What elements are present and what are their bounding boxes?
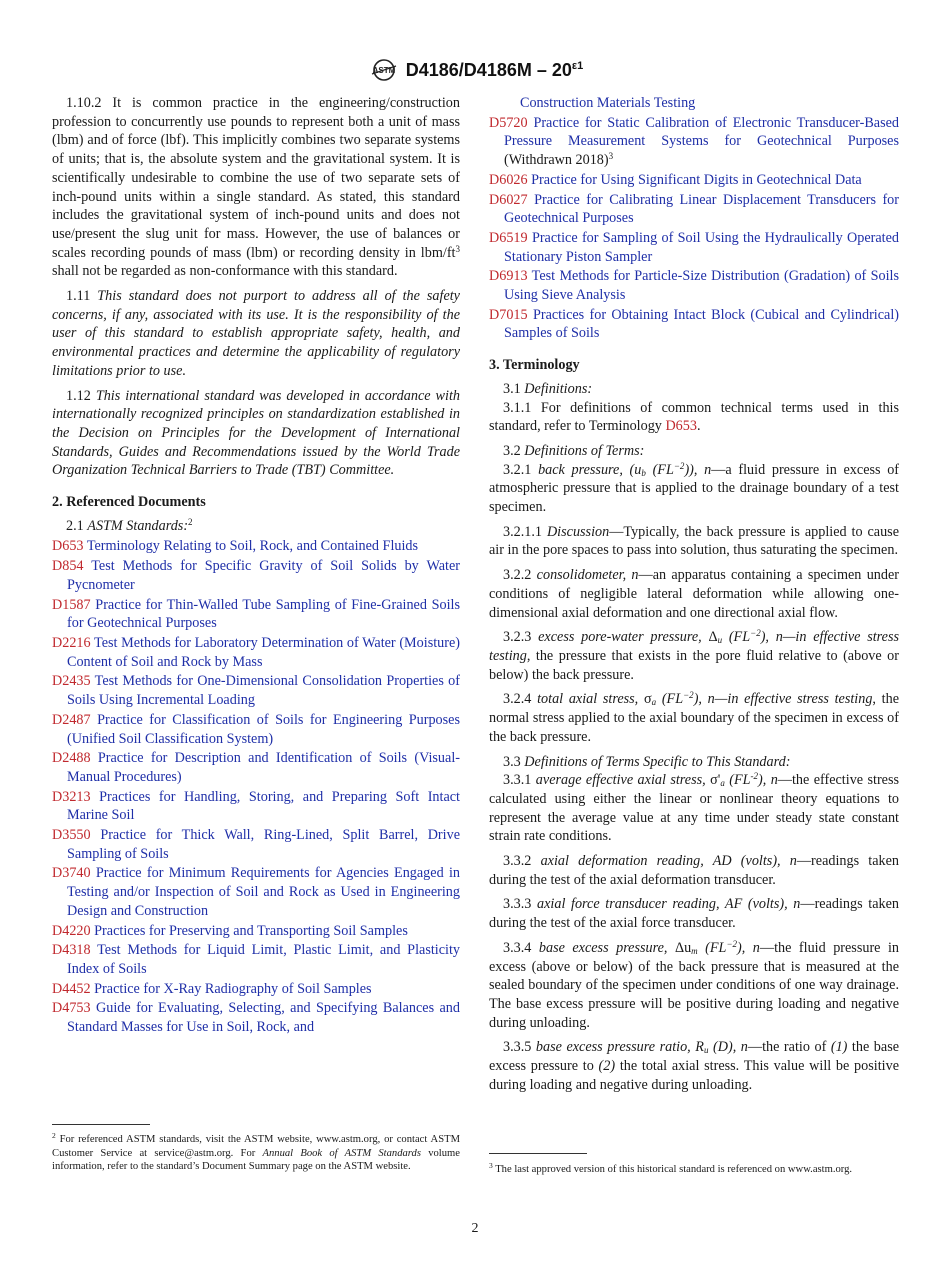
reference-d4452[interactable]: D4452 Practice for X-Ray Radiography of Soil Samples [52, 980, 372, 997]
paragraph-2-1: 2.1 ASTM Standards:$^2$ [66, 516, 193, 534]
paragraph-3-3-5: 3.3.5 base excess pressure ratio, $R_u$ (D), n—the ratio of (1) the base excess pressure to (2) the total axial stress. This value will be positive during loading and negative during unloading. [489, 1039, 900, 1093]
reference-d4753[interactable]: D4753 Guide for Evaluating, Selecting, and Specifying Balances and Standard Masses for Use in Soil, Rock, and [52, 1000, 460, 1036]
paragraph-1-11: 1.11 This standard does not purport to address all of the safety concerns, if any, associated with its use. It is the responsibility of the user of this standard to establish appropriate safety, health, and environmental practices and determine the applicability of regulatory limitations prior to use. [52, 288, 460, 379]
reference-d3740[interactable]: D3740 Practice for Minimum Requirements for Agencies Engaged in Testing and/or Inspection of Soil and Rock as Used in Engineering Design and Construction [52, 865, 460, 919]
reference-d4753-continued[interactable]: Construction Materials Testing [520, 95, 696, 111]
paragraph-3-2-3: 3.2.3 excess pore-water pressure, $\Delta_u$ $(FL^{-2})$, n—in effective stress testing, the pressure that exists in the pore fluid relative to (above or below) the back pressure. [489, 628, 899, 683]
paragraph-3-2-1-1: 3.2.1.1 Discussion—Typically, the back pressure is applied to cause air in the pore spaces to pass into solution, thus saturating the specimen. [489, 523, 899, 559]
paragraph-3-3-1: 3.3.1 average effective axial stress, $\sigma'_a$ $(FL^{-2})$, n—the effective stress calculated using either the linear or nonlinear theory equations to represent the average value at any time under steady state constant strain rate conditions. [489, 771, 900, 845]
section-2-heading: 2. Referenced Documents [52, 494, 206, 511]
paragraph-3-1-1: 3.1.1 For definitions of common technical terms used in this standard, refer to Terminology D653. [489, 399, 899, 435]
reference-d6913[interactable]: D6913 Test Methods for Particle-Size Distribution (Gradation) of Soils Using Sieve Analysis [489, 268, 899, 304]
section-3-heading: 3. Terminology [489, 357, 580, 374]
paragraph-3-2-4: 3.2.4 total axial stress, $\sigma_a$ $(FL^{-2})$, n—in effective stress testing, the normal stress applied to the axial boundary of the specimen in excess of the back pressure. [489, 690, 900, 745]
reference-d4220[interactable]: D4220 Practices for Preserving and Transporting Soil Samples [52, 922, 408, 939]
document-designation: $D4186/D4186M - 20^{\varepsilon 1}$ [405, 59, 584, 80]
paragraph-3-2: 3.2 Definitions of Terms: [503, 442, 645, 459]
reference-d6027[interactable]: D6027 Practice for Calibrating Linear Displacement Transducers for Geotechnical Purposes [489, 191, 899, 227]
left-reference-list [52, 537, 460, 1036]
left-column [52, 94, 460, 1038]
astm-logo-icon [367, 59, 401, 81]
page-header [0, 58, 950, 82]
footnote-rule-left [52, 1124, 150, 1125]
paragraph-3-2-2: 3.2.2 consolidometer, n—an apparatus containing a specimen under conditions of negligible lateral deformation while allowing one-dimensional axial deformation and one directional axial flow. [489, 567, 899, 621]
paragraph-3-2-1: 3.2.1 back pressure, ($u_b$ $(FL^{-2})$), n—a fluid pressure in excess of atmospheric pressure that is applied to the drainage boundary of a test specimen. [489, 460, 900, 516]
reference-d3213[interactable]: D3213 Practices for Handling, Storing, and Preparing Soft Intact Marine Soil [52, 788, 460, 824]
page-number: 2 [471, 1221, 479, 1236]
reference-d2488[interactable]: D2488 Practice for Description and Identification of Soils (Visual-Manual Procedures) [52, 750, 460, 785]
paragraph-3-3-2: 3.3.2 axial deformation reading, AD (volts), n—readings taken during the test of the axial deformation transducer. [489, 853, 900, 888]
reference-d2435[interactable]: D2435 Test Methods for One-Dimensional Consolidation Properties of Soils Using Incremental Loading [52, 673, 460, 709]
reference-d2487[interactable]: D2487 Practice for Classification of Soils for Engineering Purposes (Unified Soil Classification System) [52, 711, 460, 747]
paragraph-1-12: 1.12 This international standard was developed in accordance with internationally recognized principles on standardization established in the Decision on Principles for the Development of International Standards, Guides and Recommendations issued by the World Trade Organization Technical Barriers to Trade (TBT) Committee. [52, 387, 460, 479]
reference-d1587[interactable]: D1587 Practice for Thin-Walled Tube Sampling of Fine-Grained Soils for Geotechnical Purposes [52, 596, 460, 632]
reference-d2216[interactable]: D2216 Test Methods for Laboratory Determination of Water (Moisture) Content of Soil and Rock by Mass [52, 634, 460, 670]
right-reference-list [489, 94, 899, 343]
footnote-2: $^2$ For referenced ASTM standards, visit the ASTM website, www.astm.org, or contact ASTM Customer Service at service@astm.org. For Annual Book of ASTM Standards volume information, refer to the standard’s Document Summary page on the ASTM website. [52, 1131, 460, 1173]
reference-d5720[interactable]: D5720 Practice for Static Calibration of Electronic Transducer-Based Pressure Measurement Systems for Geotechnical Purposes (Withdrawn 2018)$^3$ [489, 114, 899, 169]
reference-d653[interactable]: D653 Terminology Relating to Soil, Rock, and Contained Fluids [52, 538, 419, 555]
reference-d854[interactable]: D854 Test Methods for Specific Gravity of Soil Solids by Water Pycnometer [52, 558, 460, 593]
reference-d3550[interactable]: D3550 Practice for Thick Wall, Ring-Lined, Split Barrel, Drive Sampling of Soils [52, 827, 460, 862]
paragraph-3-1: 3.1 Definitions: [503, 380, 593, 397]
reference-d7015[interactable]: D7015 Practices for Obtaining Intact Block (Cubical and Cylindrical) Samples of Soils [489, 306, 899, 342]
paragraph-1-10-2: 1.10.2 It is common practice in the engineering/construction profession to concurrently use pounds to represent both a unit of mass (lbm) and of force (lbf). This implicitly combines two separate systems of units; that is, the absolute system and the gravitational system. It is scientifically undesirable to combine the use of two separate sets of inch-pound units within a single standard. As stated, this standard includes the gravitational system of inch-pound units and does not use/present the slug unit for mass. However, the use of balances or scales recording pounds of mass (lbm) or recording density in lbm/$ft^3$ shall not be regarded as non-conformance with this standard. [52, 95, 460, 280]
reference-d6519[interactable]: D6519 Practice for Sampling of Soil Using the Hydraulically Operated Stationary Piston Sampler [489, 229, 899, 265]
link-d653[interactable]: D653 [665, 418, 697, 435]
paragraph-3-3-3: 3.3.3 axial force transducer reading, AF (volts), n—readings taken during the test of the axial force transducer. [489, 896, 899, 932]
reference-d4318[interactable]: D4318 Test Methods for Liquid Limit, Plastic Limit, and Plasticity Index of Soils [52, 942, 460, 977]
footnote-3: $^3$ The last approved version of this historical standard is referenced on www.astm.org. [489, 1161, 853, 1175]
paragraph-3-3-4: 3.3.4 base excess pressure, $\Delta u_m$ $(FL^{-2})$, n—the fluid pressure in excess (above or below) of the back pressure that is measured at the sealed boundary of the specimen under conditions of one way drainage. The base excess pressure will be positive during loading and negative during unloading. [489, 938, 899, 1031]
reference-d6026[interactable]: D6026 Practice for Using Significant Digits in Geotechnical Data [489, 171, 862, 188]
paragraph-3-3: 3.3 Definitions of Terms Specific to This Standard: [503, 753, 791, 770]
footnote-rule-right [489, 1153, 587, 1154]
svg-text:ASTM: ASTM [372, 66, 396, 75]
right-column [489, 94, 899, 1100]
